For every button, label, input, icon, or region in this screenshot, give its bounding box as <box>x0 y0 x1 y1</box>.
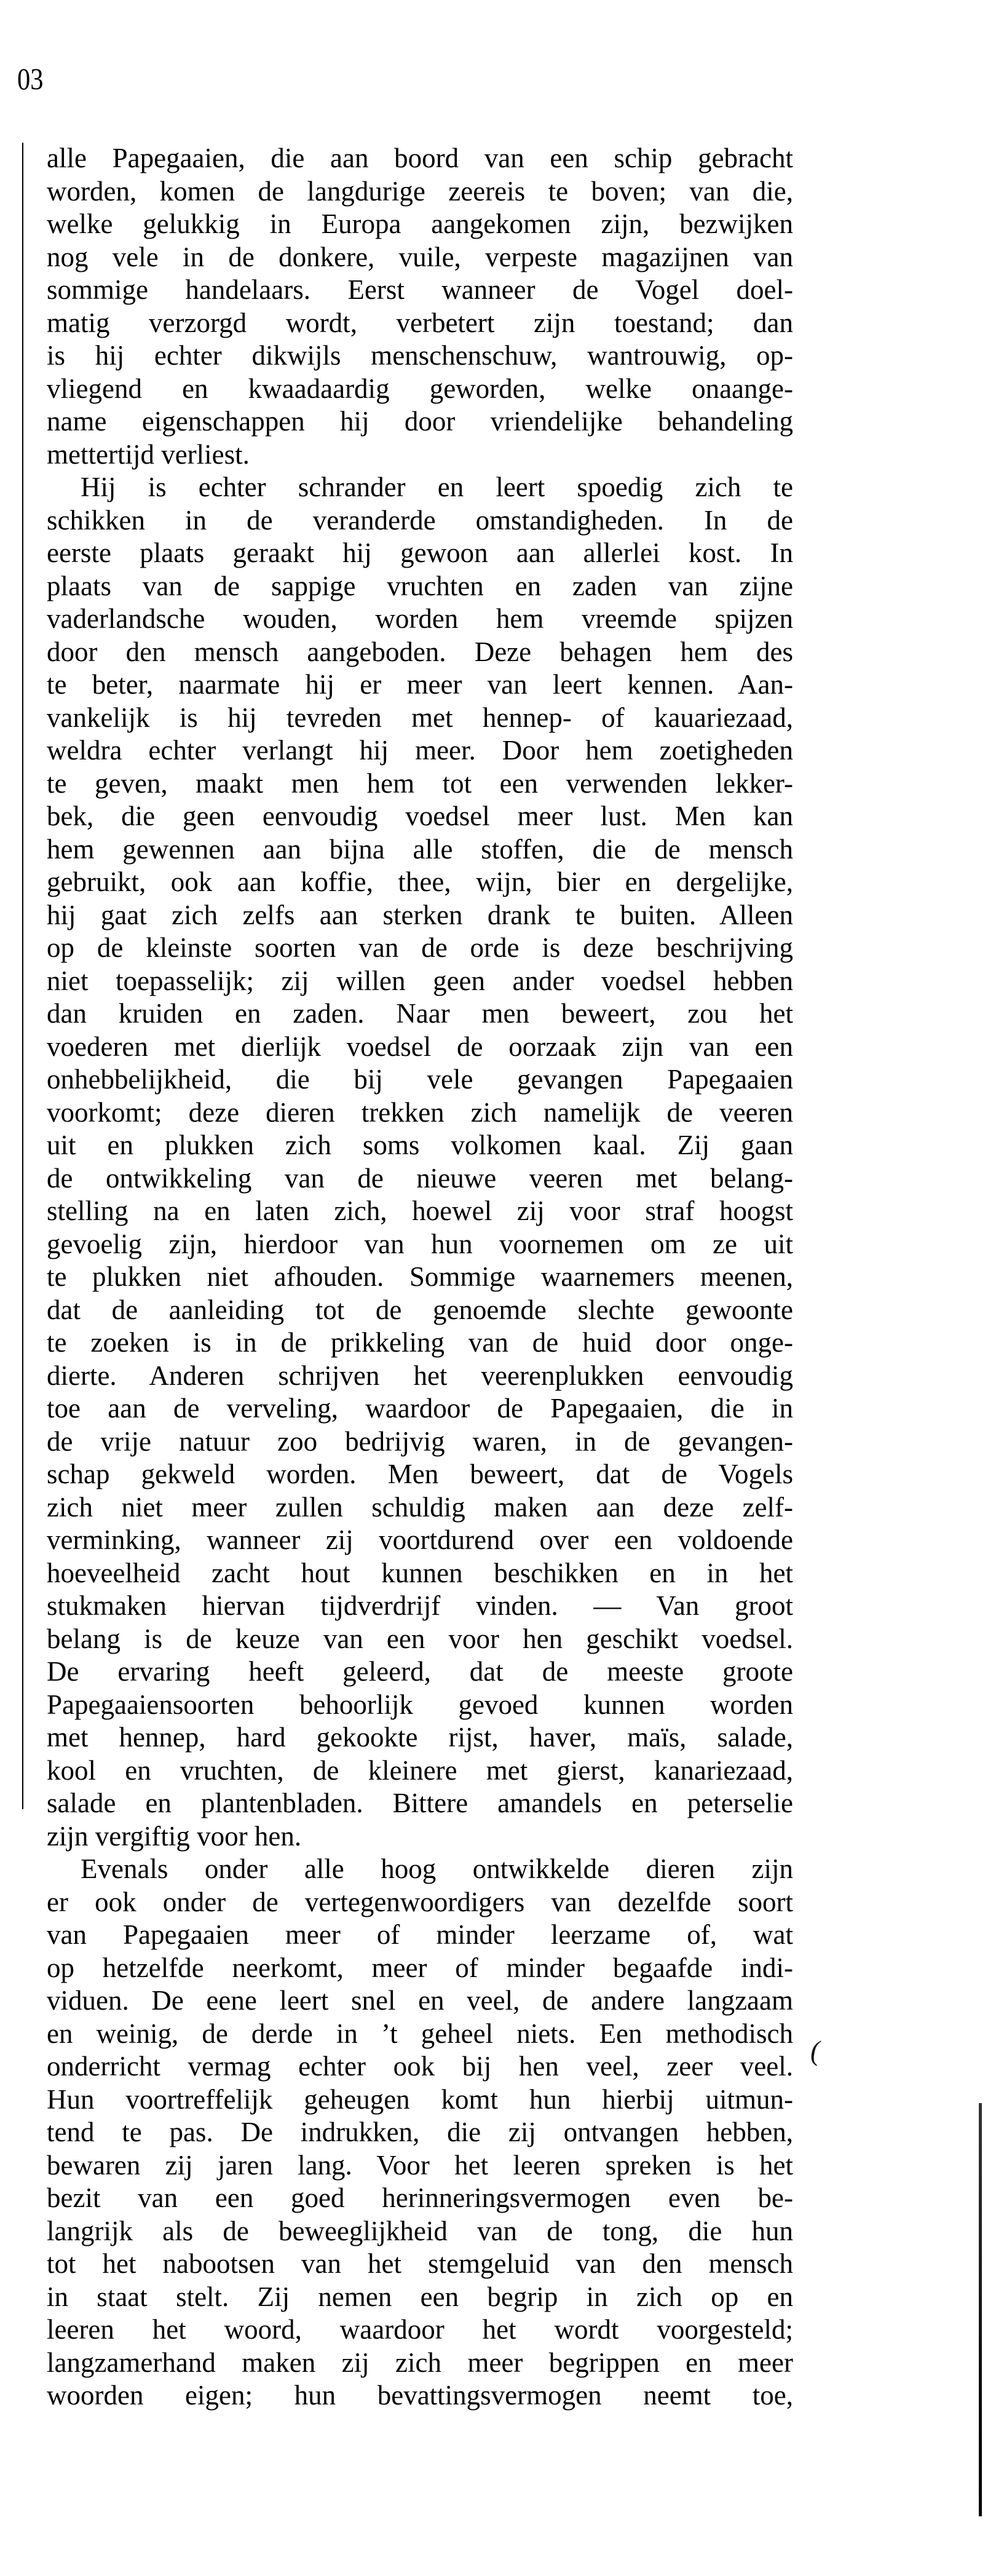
text-line: gevoelig zijn, hierdoor van hun voornemen om ze uit <box>47 1228 793 1259</box>
text-line: hij gaat zich zelfs aan sterken drank te buiten. Alleen <box>47 899 793 930</box>
margin-rule <box>22 143 23 1809</box>
text-line: hoeveelheid zacht hout kunnen beschikken en in het <box>47 1557 793 1588</box>
text-line: stukmaken hiervan tijdverdrijf vinden. — Van groot <box>47 1590 793 1621</box>
text-line: dierte. Anderen schrijven het veerenplukken eenvoudig <box>47 1360 793 1391</box>
text-line: langzamerhand maken zij zich meer begrippen en meer <box>47 2347 793 2378</box>
text-line: leeren het woord, waardoor het wordt voorgesteld; <box>47 2314 793 2345</box>
paragraph-first-line: Hij is echter schrander en leert spoedig zich te <box>81 472 793 502</box>
text-line: vaderlandsche wouden, worden hem vreemde spijzen <box>47 603 793 634</box>
text-line: langrijk als de beweeglijkheid van de tong, die hun <box>47 2215 793 2246</box>
page-edge-shadow <box>979 2103 982 2516</box>
text-line: te beter, naarmate hij er meer van leert kennen. Aan- <box>47 669 793 700</box>
text-line: tot het nabootsen van het stemgeluid van den mensch <box>47 2248 793 2279</box>
text-line: vliegend en kwaadaardig geworden, welke onaange- <box>47 373 793 404</box>
body-text <box>47 142 793 2412</box>
text-line: woorden eigen; hun bevattingsvermogen neemt toe, <box>47 2380 793 2411</box>
text-line: name eigenschappen hij door vriendelijke behandeling <box>47 406 793 437</box>
text-line: te zoeken is in de prikkeling van de huid door onge- <box>47 1327 793 1358</box>
text-line: De ervaring heeft geleerd, dat de meeste groote <box>47 1656 793 1687</box>
text-line: zich niet meer zullen schuldig maken aan deze zelf- <box>47 1491 793 1523</box>
text-line: matig verzorgd wordt, verbetert zijn toestand; dan <box>47 307 793 338</box>
text-line: stelling na en laten zich, hoewel zij voor straf hoogst <box>47 1195 793 1226</box>
pencil-mark: ( <box>810 2035 820 2066</box>
text-line: te plukken niet afhouden. Sommige waarnemers meenen, <box>47 1261 793 1292</box>
text-line: salade en plantenbladen. Bittere amandels en peterselie <box>47 1788 793 1818</box>
text-line: Hun voortreffelijk geheugen komt hun hierbij uitmun- <box>47 2083 793 2115</box>
text-line: welke gelukkig in Europa aangekomen zijn, bezwijken <box>47 208 793 239</box>
text-line: voorkomt; deze dieren trekken zich namelijk de veeren <box>47 1096 793 1128</box>
paragraph-last-line: zijn vergiftig voor hen. <box>47 1820 302 1852</box>
text-line: gebruikt, ook aan koffie, thee, wijn, bier en dergelijke, <box>47 866 793 897</box>
text-line: uit en plukken zich soms volkomen kaal. Zij gaan <box>47 1130 793 1160</box>
text-line: bezit van een goed herinneringsvermogen even be- <box>47 2182 793 2213</box>
text-line: belang is de keuze van een voor hen geschikt voedsel. <box>47 1623 793 1654</box>
text-line: alle Papegaaien, die aan boord van een schip gebracht <box>47 143 793 173</box>
text-line: er ook onder de vertegenwoordigers van dezelfde soort <box>47 1886 793 1917</box>
text-line: schap gekweld worden. Men beweert, dat de Vogels <box>47 1459 793 1489</box>
text-line: op de kleinste soorten van de orde is deze beschrijving <box>47 932 793 963</box>
paragraph-first-line: Evenals onder alle hoog ontwikkelde dieren zijn <box>81 1853 793 1884</box>
text-line: eerste plaats geraakt hij gewoon aan allerlei kost. In <box>47 537 793 568</box>
text-line: kool en vruchten, de kleinere met gierst, kanariezaad, <box>47 1754 793 1786</box>
text-line: tend te pas. De indrukken, die zij ontvangen hebben, <box>47 2117 793 2147</box>
text-line: onderricht vermag echter ook bij hen veel, zeer veel. <box>47 2051 793 2082</box>
page-number: 03 <box>17 61 44 96</box>
text-line: is hij echter dikwijls menschenschuw, wantrouwig, op- <box>47 340 793 371</box>
text-line: in staat stelt. Zij nemen een begrip in zich op en <box>47 2281 793 2312</box>
text-line: plaats van de sappige vruchten en zaden van zijne <box>47 570 793 601</box>
text-line: bewaren zij jaren lang. Voor het leeren spreken is het <box>47 2149 793 2181</box>
text-line: door den mensch aangeboden. Deze behagen hem des <box>47 636 793 667</box>
text-line: nog vele in de donkere, vuile, verpeste magazijnen van <box>47 241 793 272</box>
text-line: verminking, wanneer zij voortdurend over een voldoende <box>47 1524 793 1555</box>
text-line: onhebbelijkheid, die bij vele gevangen Papegaaien <box>47 1064 793 1095</box>
text-line: schikken in de veranderde omstandigheden. In de <box>47 504 793 536</box>
text-line: op hetzelfde neerkomt, meer of minder begaafde indi- <box>47 1952 793 1983</box>
text-line: vankelijk is hij tevreden met hennep- of kauariezaad, <box>47 702 793 733</box>
text-line: hem gewennen aan bijna alle stoffen, die de mensch <box>47 833 793 865</box>
text-line: de vrije natuur zoo bedrijvig waren, in de gevangen- <box>47 1425 793 1457</box>
text-line: dat de aanleiding tot de genoemde slechte gewoonte <box>47 1294 793 1325</box>
text-line: voederen met dierlijk voedsel de oorzaak zijn van een <box>47 1031 793 1062</box>
text-line: worden, komen de langdurige zeereis te boven; van die, <box>47 175 793 207</box>
text-line: te geven, maakt men hem tot een verwenden lekker- <box>47 767 793 799</box>
text-line: van Papegaaien meer of minder leerzame of, wat <box>47 1919 793 1950</box>
text-line: bek, die geen eenvoudig voedsel meer lust. Men kan <box>47 801 793 831</box>
text-line: de ontwikkeling van de nieuwe veeren met belang- <box>47 1162 793 1194</box>
text-line: weldra echter verlangt hij meer. Door hem zoetigheden <box>47 735 793 766</box>
text-line: Papegaaiensoorten behoorlijk gevoed kunnen worden <box>47 1689 793 1720</box>
text-line: dan kruiden en zaden. Naar men beweert, zou het <box>47 998 793 1029</box>
text-line: toe aan de verveling, waardoor de Papegaaien, die in <box>47 1393 793 1424</box>
text-line: sommige handelaars. Eerst wanneer de Vogel doel- <box>47 274 793 305</box>
text-line: en weinig, de derde in ’t geheel niets. Een methodisch <box>47 2018 793 2049</box>
paragraph-last-line: mettertijd verliest. <box>47 438 250 470</box>
text-line: viduen. De eene leert snel en veel, de andere langzaam <box>47 1985 793 2016</box>
text-line: met hennep, hard gekookte rijst, haver, maïs, salade, <box>47 1722 793 1753</box>
text-line: niet toepasselijk; zij willen geen ander voedsel hebben <box>47 965 793 996</box>
